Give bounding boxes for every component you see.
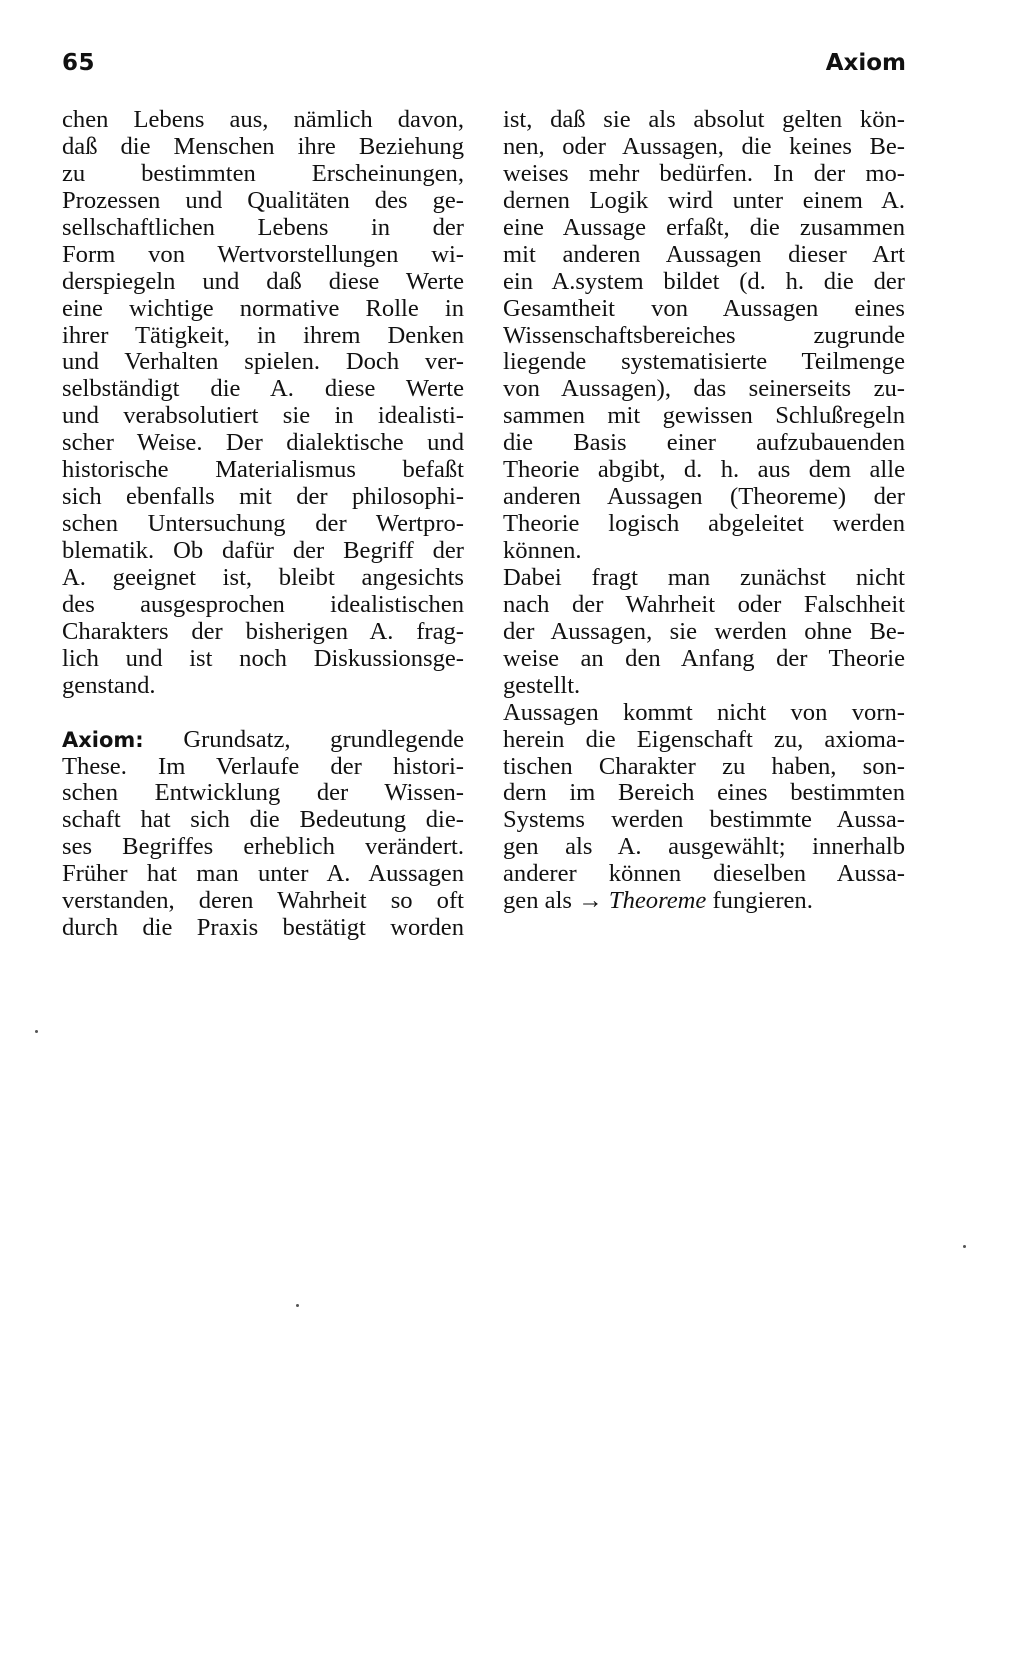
- text-line: anderer können dieselben Aussa-: [503, 860, 905, 888]
- text-line: herein die Eigenschaft zu, axioma-: [503, 725, 905, 753]
- text-line: Theorie logisch abgeleitet werden: [503, 510, 905, 538]
- text-line: weises mehr bedürfen. In der mo-: [503, 159, 905, 187]
- text-line: schen Entwicklung der Wissen-: [62, 779, 464, 807]
- cross-reference-arrow: →: [578, 887, 603, 915]
- text-line: Theorie abgibt, d. h. aus dem alle: [503, 456, 905, 484]
- text-line: daß die Menschen ihre Beziehung: [62, 132, 464, 160]
- text-line: ein A.system bildet (d. h. die der: [503, 267, 905, 295]
- running-head: Axiom: [825, 50, 906, 76]
- paragraph-gap: [62, 700, 464, 727]
- text-line: ist, daß sie als absolut gelten kön-: [503, 106, 905, 133]
- text-line: weise an den Anfang der Theorie: [503, 644, 905, 672]
- text-line: A. geeignet ist, bleibt angesichts: [62, 563, 464, 591]
- final-line: [503, 888, 905, 915]
- text-line: können.: [503, 537, 582, 564]
- text-line: genstand.: [62, 671, 156, 699]
- text-line: historische Materialismus befaßt: [62, 456, 464, 484]
- text-line: chen Lebens aus, nämlich davon,: [62, 106, 464, 133]
- text-line: eine wichtige normative Rolle in: [62, 294, 464, 322]
- text-line: sellschaftlichen Lebens in der: [62, 213, 464, 241]
- text-line: blematik. Ob dafür der Begriff der: [62, 537, 464, 564]
- entry-paragraph: [62, 727, 464, 943]
- text-line: Prozessen und Qualitäten des ge-: [62, 186, 464, 214]
- text-line: durch die Praxis bestätigt worden: [62, 914, 464, 942]
- text-line: ihrer Tätigkeit, in ihrem Denken: [62, 321, 464, 349]
- entry-lemma: Axiom:: [62, 727, 144, 752]
- text-line: Aussagen kommt nicht von vorn-: [503, 698, 905, 726]
- entry-definition-start: Grundsatz, grundlegende: [143, 725, 464, 753]
- right-column: [503, 107, 905, 915]
- text-line: derspiegeln und daß diese Werte: [62, 267, 464, 295]
- text-line: selbständigt die A. diese Werte: [62, 375, 464, 403]
- final-line-prefix: gen als: [503, 887, 579, 915]
- text-line: lich und ist noch Diskussionsge-: [62, 644, 464, 672]
- scan-speck: [35, 1030, 38, 1033]
- text-line: nen, oder Aussagen, die keines Be-: [503, 132, 905, 160]
- text-line: Wissenschaftsbereiches zugrunde: [503, 321, 905, 349]
- text-line: dern im Bereich eines bestimmten: [503, 779, 905, 807]
- text-line: tischen Charakter zu haben, son-: [503, 752, 905, 780]
- text-line: liegende systematisierte Teilmenge: [503, 348, 905, 376]
- left-column: [62, 107, 464, 942]
- text-line: schaft hat sich die Bedeutung die-: [62, 806, 464, 834]
- text-line: nach der Wahrheit oder Falschheit: [503, 590, 905, 618]
- final-line-suffix: fungieren.: [706, 887, 813, 915]
- page-number: 65: [62, 50, 96, 76]
- text-line: die Basis einer aufzubauenden: [503, 429, 905, 457]
- text-line: ses Begriffes erheblich verändert.: [62, 833, 464, 861]
- text-line: mit anderen Aussagen dieser Art: [503, 240, 905, 268]
- text-line: von Aussagen), das seinerseits zu-: [503, 375, 905, 403]
- scan-speck: [963, 1245, 966, 1248]
- continuation-paragraph: [62, 107, 464, 700]
- text-line: These. Im Verlaufe der histori-: [62, 752, 464, 780]
- text-line: dernen Logik wird unter einem A.: [503, 186, 905, 214]
- text-line: sich ebenfalls mit der philosophi-: [62, 483, 464, 511]
- text-line: sammen mit gewissen Schlußregeln: [503, 402, 905, 430]
- text-line: scher Weise. Der dialektische und: [62, 429, 464, 457]
- text-line: anderen Aussagen (Theoreme) der: [503, 483, 905, 511]
- text-line: eine Aussage erfaßt, die zusammen: [503, 213, 905, 241]
- text-line: Form von Wertvorstellungen wi-: [62, 240, 464, 268]
- text-line: schen Untersuchung der Wertpro-: [62, 510, 464, 538]
- entry-first-line: [62, 727, 464, 754]
- text-line: der Aussagen, sie werden ohne Be-: [503, 617, 905, 645]
- text-line: des ausgesprochen idealistischen: [62, 590, 464, 618]
- text-line: gen als A. ausgewählt; innerhalb: [503, 833, 905, 861]
- scan-speck: [296, 1304, 299, 1307]
- right-column-text: [503, 107, 905, 888]
- text-line: und Verhalten spielen. Doch ver-: [62, 348, 464, 376]
- text-line: und verabsolutiert sie in idealisti-: [62, 402, 464, 430]
- text-line: Charakters der bisherigen A. frag-: [62, 617, 464, 645]
- text-line: Dabei fragt man zunächst nicht: [503, 563, 905, 591]
- text-line: Gesamtheit von Aussagen eines: [503, 294, 905, 322]
- cross-reference-term: Theoreme: [608, 887, 707, 915]
- text-line: zu bestimmten Erscheinungen,: [62, 159, 464, 187]
- text-line: Früher hat man unter A. Aussagen: [62, 860, 464, 888]
- text-line: Systems werden bestimmte Aussa-: [503, 806, 905, 834]
- text-line: verstanden, deren Wahrheit so oft: [62, 887, 464, 915]
- text-line: gestellt.: [503, 671, 581, 699]
